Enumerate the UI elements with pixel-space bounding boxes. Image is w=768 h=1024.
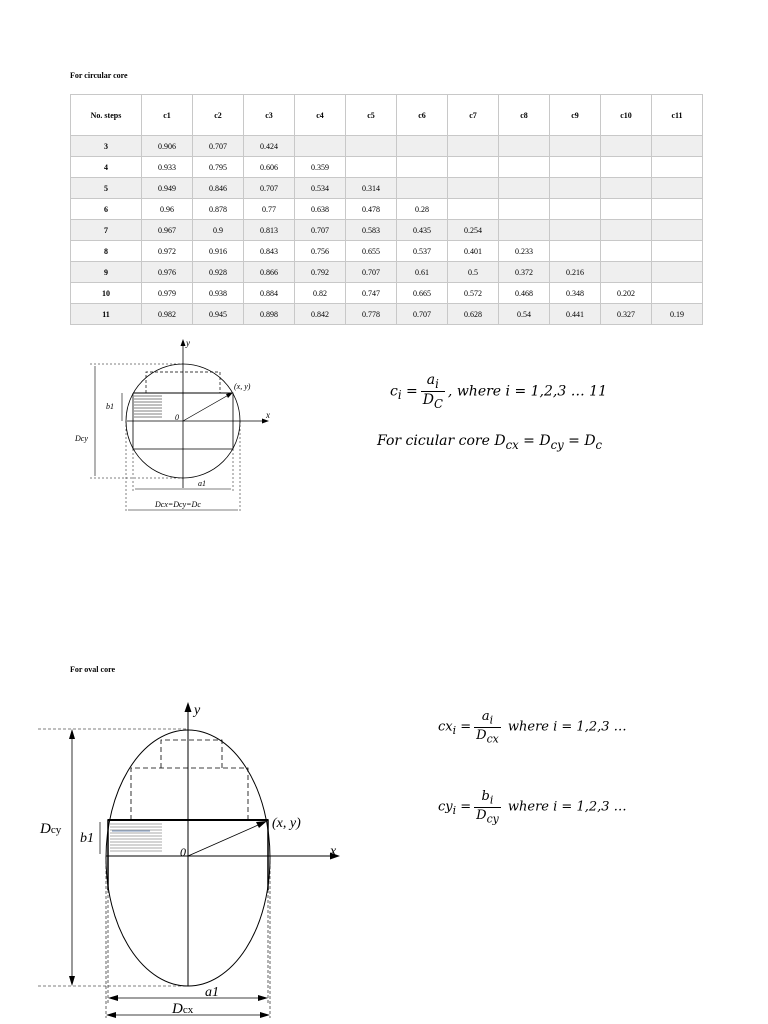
coefficient-cell: 0.979 xyxy=(142,283,193,304)
column-header-c4: c4 xyxy=(295,95,346,136)
formula-condition: , where i = 1,2,3 … 11 xyxy=(447,383,607,400)
coefficient-cell xyxy=(652,136,703,157)
oval-origin-label: 0 xyxy=(180,845,186,859)
column-header-c1: c1 xyxy=(142,95,193,136)
coefficient-cell: 0.884 xyxy=(244,283,295,304)
steps-cell: 9 xyxy=(71,262,142,283)
condition-sub1: cx xyxy=(505,437,519,452)
coefficient-formula: $c_i$ = $\frac{a_i}{D_C}$ , where i = 1,2,3 … 11 xyxy=(390,372,607,411)
coefficient-cell: 0.468 xyxy=(499,283,550,304)
steps-cell: 11 xyxy=(71,304,142,325)
steps-cell: 10 xyxy=(71,283,142,304)
coefficient-cell: 0.792 xyxy=(295,262,346,283)
coefficient-cell: 0.9 xyxy=(193,220,244,241)
circular-core-heading: For circular core xyxy=(70,71,128,80)
circular-core-diagram xyxy=(70,336,270,516)
condition-end: = D xyxy=(563,433,596,449)
coefficient-cell: 0.424 xyxy=(244,136,295,157)
coefficient-cell: 0.843 xyxy=(244,241,295,262)
coefficient-cell xyxy=(550,136,601,157)
table-row xyxy=(71,304,703,325)
coefficient-cell: 0.82 xyxy=(295,283,346,304)
coefficient-cell: 0.233 xyxy=(499,241,550,262)
coefficient-cell xyxy=(601,136,652,157)
coefficient-cell: 0.906 xyxy=(142,136,193,157)
column-header-c3: c3 xyxy=(244,95,295,136)
cy-den: D xyxy=(476,807,487,823)
formula-den: D xyxy=(422,391,434,408)
coefficient-cell: 0.216 xyxy=(550,262,601,283)
coefficient-cell: 0.866 xyxy=(244,262,295,283)
coefficient-cell: 0.976 xyxy=(142,262,193,283)
coefficient-cell xyxy=(601,262,652,283)
coefficient-cell xyxy=(652,199,703,220)
coefficient-cell xyxy=(397,157,448,178)
coefficient-cell xyxy=(652,241,703,262)
coefficient-cell: 0.938 xyxy=(193,283,244,304)
coefficient-cell xyxy=(652,283,703,304)
coefficient-cell: 0.537 xyxy=(397,241,448,262)
dcy-label: Dcy xyxy=(75,434,88,443)
coefficient-cell xyxy=(601,178,652,199)
coefficient-cell xyxy=(448,199,499,220)
cy-den-sub: cy xyxy=(486,812,499,826)
condition-mid: = D xyxy=(518,433,551,449)
coefficient-cell: 0.945 xyxy=(193,304,244,325)
oval-y-axis-label: y xyxy=(194,703,201,718)
coefficient-cell xyxy=(652,262,703,283)
x-axis-label: x xyxy=(266,410,270,420)
column-header-c10: c10 xyxy=(601,95,652,136)
coefficient-cell: 0.441 xyxy=(550,304,601,325)
column-header-c8: c8 xyxy=(499,95,550,136)
column-header-c5: c5 xyxy=(346,95,397,136)
steps-cell: 3 xyxy=(71,136,142,157)
coefficient-cell: 0.61 xyxy=(397,262,448,283)
coefficient-cell: 0.972 xyxy=(142,241,193,262)
a1-label: a1 xyxy=(198,479,206,488)
coefficient-cell xyxy=(652,178,703,199)
coefficient-table xyxy=(70,94,703,325)
coefficient-cell: 0.795 xyxy=(193,157,244,178)
coefficient-cell: 0.967 xyxy=(142,220,193,241)
table-row xyxy=(71,199,703,220)
column-header-c11: c11 xyxy=(652,95,703,136)
coefficient-cell: 0.28 xyxy=(397,199,448,220)
coefficient-cell: 0.778 xyxy=(346,304,397,325)
coefficient-cell: 0.5 xyxy=(448,262,499,283)
coefficient-cell: 0.707 xyxy=(244,178,295,199)
coefficient-cell: 0.314 xyxy=(346,178,397,199)
coefficient-cell xyxy=(448,136,499,157)
cx-formula: $cx_i$ = $\frac{a_i}{D_{cx}}$ where i = 1,2,3 … xyxy=(438,709,627,746)
coefficient-cell xyxy=(550,178,601,199)
formula-den-sub: C xyxy=(434,396,443,411)
coefficient-cell xyxy=(652,220,703,241)
table-header-row xyxy=(71,95,703,136)
oval-a1-label: a1 xyxy=(205,985,219,1000)
coefficient-cell xyxy=(448,178,499,199)
formula-num-sub: i xyxy=(435,376,439,391)
oval-x-axis-label: x xyxy=(330,844,337,859)
coefficient-cell: 0.606 xyxy=(244,157,295,178)
table-body xyxy=(71,136,703,325)
origin-label: 0 xyxy=(175,413,179,422)
table-row xyxy=(71,178,703,199)
cy-lhs-sub: i xyxy=(452,804,457,818)
cy-num: b xyxy=(481,789,490,804)
cx-den: D xyxy=(476,727,487,743)
coefficient-cell: 0.327 xyxy=(601,304,652,325)
steps-cell: 4 xyxy=(71,157,142,178)
coefficient-cell xyxy=(550,199,601,220)
formula-num: a xyxy=(426,372,436,388)
coefficient-cell xyxy=(499,136,550,157)
cx-condition: where i = 1,2,3 … xyxy=(507,719,627,735)
cy-lhs: cy xyxy=(438,799,453,815)
coefficient-cell: 0.348 xyxy=(550,283,601,304)
coefficient-cell: 0.707 xyxy=(295,220,346,241)
table-row xyxy=(71,136,703,157)
oval-core-heading: For oval core xyxy=(70,665,116,674)
coefficient-cell: 0.707 xyxy=(397,304,448,325)
coefficient-cell xyxy=(499,178,550,199)
table-row xyxy=(71,262,703,283)
coefficient-cell xyxy=(499,199,550,220)
coefficient-cell xyxy=(397,136,448,157)
coefficient-cell: 0.898 xyxy=(244,304,295,325)
steps-cell: 5 xyxy=(71,178,142,199)
condition-sub3: c xyxy=(595,437,603,452)
table-row xyxy=(71,241,703,262)
cy-formula: $cy_i$ = $\frac{b_i}{D_{cy}}$ where i = 1,2,3 … xyxy=(438,789,627,826)
condition-text: For cicular core D xyxy=(377,433,506,449)
coefficient-cell xyxy=(448,157,499,178)
table-row xyxy=(71,157,703,178)
condition-sub2: cy xyxy=(550,437,564,452)
coefficient-cell xyxy=(550,241,601,262)
coefficient-cell: 0.655 xyxy=(346,241,397,262)
coefficient-cell: 0.572 xyxy=(448,283,499,304)
coefficient-cell: 0.435 xyxy=(397,220,448,241)
coefficient-cell: 0.372 xyxy=(499,262,550,283)
coefficient-cell xyxy=(550,157,601,178)
column-header-steps: No. steps xyxy=(71,95,142,136)
column-header-c6: c6 xyxy=(397,95,448,136)
cx-den-sub: cx xyxy=(486,732,499,746)
coefficient-cell: 0.54 xyxy=(499,304,550,325)
coefficient-cell: 0.359 xyxy=(295,157,346,178)
coefficient-cell: 0.202 xyxy=(601,283,652,304)
coefficient-cell xyxy=(601,157,652,178)
oval-core-diagram xyxy=(35,694,355,1024)
coefficient-cell xyxy=(601,199,652,220)
column-header-c2: c2 xyxy=(193,95,244,136)
coefficient-cell xyxy=(499,220,550,241)
coefficient-cell: 0.878 xyxy=(193,199,244,220)
coefficient-cell: 0.846 xyxy=(193,178,244,199)
circular-core-condition xyxy=(377,433,602,452)
coefficient-cell: 0.534 xyxy=(295,178,346,199)
coefficient-cell: 0.707 xyxy=(193,136,244,157)
coefficient-cell xyxy=(499,157,550,178)
coefficient-cell: 0.933 xyxy=(142,157,193,178)
coefficient-cell: 0.756 xyxy=(295,241,346,262)
coefficient-cell xyxy=(601,241,652,262)
oval-dcx-label: Dcx xyxy=(172,1001,194,1017)
coefficient-cell: 0.707 xyxy=(346,262,397,283)
coefficient-cell: 0.982 xyxy=(142,304,193,325)
coefficient-cell xyxy=(652,157,703,178)
coefficient-cell: 0.665 xyxy=(397,283,448,304)
table-row xyxy=(71,283,703,304)
coefficient-cell: 0.254 xyxy=(448,220,499,241)
coefficient-cell xyxy=(397,178,448,199)
coefficient-cell: 0.638 xyxy=(295,199,346,220)
y-axis-label: y xyxy=(186,338,190,348)
cx-num: a xyxy=(481,709,490,724)
oval-dcy-label: Dcy xyxy=(40,821,62,837)
coefficient-cell: 0.747 xyxy=(346,283,397,304)
coefficient-cell xyxy=(346,136,397,157)
column-header-c7: c7 xyxy=(448,95,499,136)
cy-condition: where i = 1,2,3 … xyxy=(507,799,627,815)
coefficient-cell: 0.401 xyxy=(448,241,499,262)
coefficient-cell: 0.96 xyxy=(142,199,193,220)
coefficient-cell xyxy=(346,157,397,178)
oval-point-label: (x, y) xyxy=(272,816,301,831)
coefficient-cell: 0.949 xyxy=(142,178,193,199)
coefficient-cell: 0.842 xyxy=(295,304,346,325)
formula-lhs-sub: i xyxy=(397,388,402,403)
cx-num-sub: i xyxy=(489,713,494,727)
coefficient-cell xyxy=(550,220,601,241)
point-label: (x, y) xyxy=(234,382,251,391)
cx-lhs: cx xyxy=(438,719,453,735)
coefficient-cell: 0.628 xyxy=(448,304,499,325)
table-row xyxy=(71,220,703,241)
column-header-c9: c9 xyxy=(550,95,601,136)
dimension-label: Dcx=Dcy=Dc xyxy=(155,500,201,509)
coefficient-cell: 0.478 xyxy=(346,199,397,220)
oval-b1-label: b1 xyxy=(80,831,94,846)
b1-label: b1 xyxy=(106,402,114,411)
cy-num-sub: i xyxy=(489,793,494,807)
coefficient-cell: 0.19 xyxy=(652,304,703,325)
coefficient-cell: 0.583 xyxy=(346,220,397,241)
coefficient-cell: 0.77 xyxy=(244,199,295,220)
steps-cell: 6 xyxy=(71,199,142,220)
steps-cell: 8 xyxy=(71,241,142,262)
coefficient-cell: 0.813 xyxy=(244,220,295,241)
cx-lhs-sub: i xyxy=(452,724,457,738)
coefficient-cell xyxy=(295,136,346,157)
coefficient-cell: 0.916 xyxy=(193,241,244,262)
coefficient-cell xyxy=(601,220,652,241)
steps-cell: 7 xyxy=(71,220,142,241)
formula-lhs: c xyxy=(390,383,398,400)
coefficient-cell: 0.928 xyxy=(193,262,244,283)
